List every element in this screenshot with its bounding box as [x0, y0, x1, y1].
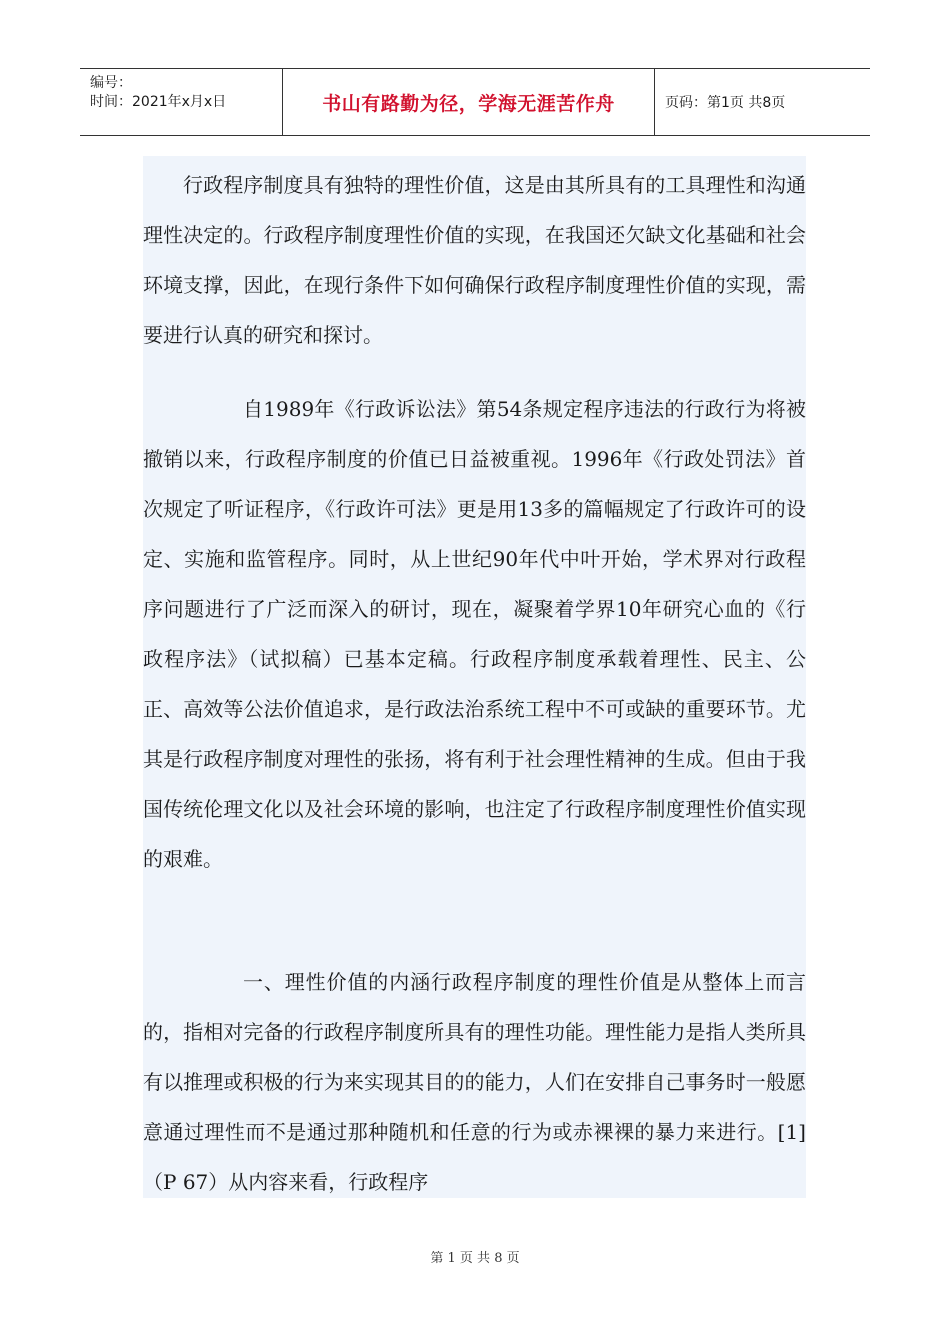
page-info-cell: [655, 69, 870, 135]
header-meta-cell: [80, 69, 283, 135]
paragraph-2: 自1989年《行政诉讼法》第54条规定程序违法的行政行为将被撤销以来，行政程序制度的价值已日益被重视。1996年《行政处罚法》首次规定了听证程序，《行政许可法》更是用13多的篇幅规定了行政许可的设定、实施和监管程序。同时，从上世纪90年代中叶开始，学术界对行政程序问题进行了广泛而深入的研讨，现在，凝聚着学界10年研究心血的《行政程序法》（试拟稿）已基本定稿。行政程序制度承载着理性、民主、公正、高效等公法价值追求，是行政法治系统工程中不可或缺的重要环节。尤其是行政程序制度对理性的张扬，将有利于社会理性精神的生成。但由于我国传统伦理文化以及社会环境的影响，也注定了行政程序制度理性价值实现的艰难。: [143, 397, 806, 871]
document-header: [80, 68, 870, 136]
number-label: 编号：: [90, 75, 132, 91]
page-footer: 第 1 页 共 8 页: [430, 1251, 520, 1266]
date-label: 时间：2021年x月x日: [90, 94, 227, 110]
header-motto-cell: [283, 69, 655, 135]
motto-text: 书山有路勤为径，学海无涯苦作舟: [322, 92, 615, 115]
paragraph-1: 行政程序制度具有独特的理性价值，这是由其所具有的工具理性和沟通理性决定的。行政程序制度理性价值的实现，在我国还欠缺文化基础和社会环境支撑，因此，在现行条件下如何确保行政程序制度理性价值的实现，需要进行认真的研究和探讨。: [143, 173, 806, 347]
paragraph-3: 一、理性价值的内涵行政程序制度的理性价值是从整体上而言的，指相对完备的行政程序制度所具有的理性功能。理性能力是指人类所具有以推理或积极的行为来实现其目的的能力，人们在安排自己事务时一般愿意通过理性而不是通过那种随机和任意的行为或赤裸裸的暴力来进行。[1]（P 67）从内容来看，行政程序: [143, 970, 806, 1194]
page-info-text: 页码：第1页 共8页: [665, 95, 786, 111]
